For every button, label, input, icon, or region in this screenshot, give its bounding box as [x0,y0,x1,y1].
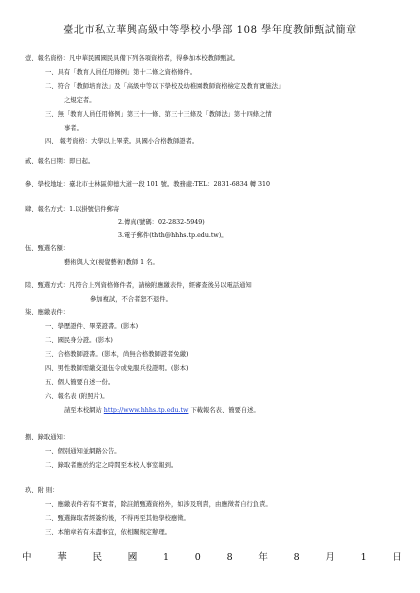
section-8-heading: 捌、錄取通知： [25,434,70,441]
date-char: 民 [92,552,103,563]
section-4-method-fax: 2.傳真(號碼：02-2832-5949) [118,219,205,226]
download-note-suffix: 下載報名表、簡要自述。 [190,407,260,414]
section-2-registration-date: 貳、報名日期：即日起。 [25,158,95,165]
section-7-item-6: 六、報名表 (附照片)。 [45,393,109,400]
section-8-item-1: 一、個別通知並網路公告。 [45,448,121,455]
date-char: 華 [57,552,67,563]
section-4-method-email: 3.電子郵件(thth@hhhs.tp.edu.tw)。 [118,232,228,239]
section-6-text-cont: 參加複試，不合者恕不退件。 [90,296,172,303]
section-9-item-1: 一、應繳表件若有不實者，除註銷甄選資格外，如涉及刑責，由應徵者自行負責。 [45,501,272,508]
section-9-heading: 玖、附 則： [25,487,59,494]
section-7-download-note [64,408,260,414]
section-8-item-2: 二、錄取者應於約定之時間至本校人事室報到。 [45,462,178,469]
section-9-item-3: 三、本簡章若有未盡事宜，依相關規定辦理。 [45,529,171,536]
date-char: 0 [194,552,201,563]
date-char: 8 [226,552,233,563]
issue-date [22,553,402,563]
section-3-school-address: 參、學校地址：臺北市士林區仰德大道一段 101 號。教務處:TEL：2831-6834 轉 310 [25,181,271,188]
date-char: 8 [293,552,300,563]
section-1-item-3: 三、無「教育人員任用條例」第三十一條、第三十三條及「教師法」第十四條之情 [45,111,272,118]
date-char: 國 [127,552,138,563]
download-note-prefix: 請至本校網站 [64,407,102,414]
date-char: 日 [392,552,402,563]
section-7-item-3: 三、合格教師證書。(影本，尚無合格教師證者免繳) [45,351,189,358]
section-1-heading: 壹、報名資格：凡中華民國國民具備下列各項資格者，得參加本校教師甄試。 [25,55,240,62]
section-5-heading: 伍、甄選名額： [25,245,70,252]
section-7-item-5: 五、個人簡要自述一份。 [45,379,115,386]
section-7-item-4: 四、男性教師需繳交退伍令或免服兵役證明。(影本) [45,365,189,372]
date-char: 1 [163,552,170,563]
section-7-item-1: 一、學歷證件、畢業證書。(影本) [45,323,139,330]
section-4-heading: 肆、報名方式：1.以掛號信件郵寄 [25,206,120,213]
date-char: 月 [325,552,335,563]
section-1-item-2-cont: 之規定者。 [64,97,96,104]
section-1-item-1: 一、具有「教育人員任用條例」第十二條之資格條件。 [45,69,197,76]
section-5-item: 藝術與人文(視覺藝術)教師 1 名。 [64,259,159,266]
date-char: 中 [22,552,32,563]
date-char: 年 [258,552,268,563]
school-website-link[interactable]: http://www.hhhs.tp.edu.tw [103,407,189,414]
section-7-heading: 柒、應繳表件： [25,309,70,316]
section-7-item-2: 二、國民身分證。(影本) [45,337,113,344]
section-1-item-2: 二、符合「教師培育法」及「高級中等以下學校及幼稚園教師資格檢定及教育實施法」 [45,83,285,90]
section-6-text: 陸、甄選方式：凡符合上列資格條件者，請檢附應繳表件，經審查後另以電話通知 [25,282,252,289]
date-char: 1 [360,552,367,563]
page-title: 臺北市私立華興高級中等學校小學部 108 學年度教師甄試簡章 [63,25,357,36]
section-9-item-2: 二、甄選錄取者經簽約後，不得再至其他學校應徵。 [45,515,190,522]
section-1-item-3-cont: 事者。 [64,125,83,132]
section-1-item-4: 四、 報考資格：大學以上畢業。具國小合格教師證者。 [45,138,199,145]
